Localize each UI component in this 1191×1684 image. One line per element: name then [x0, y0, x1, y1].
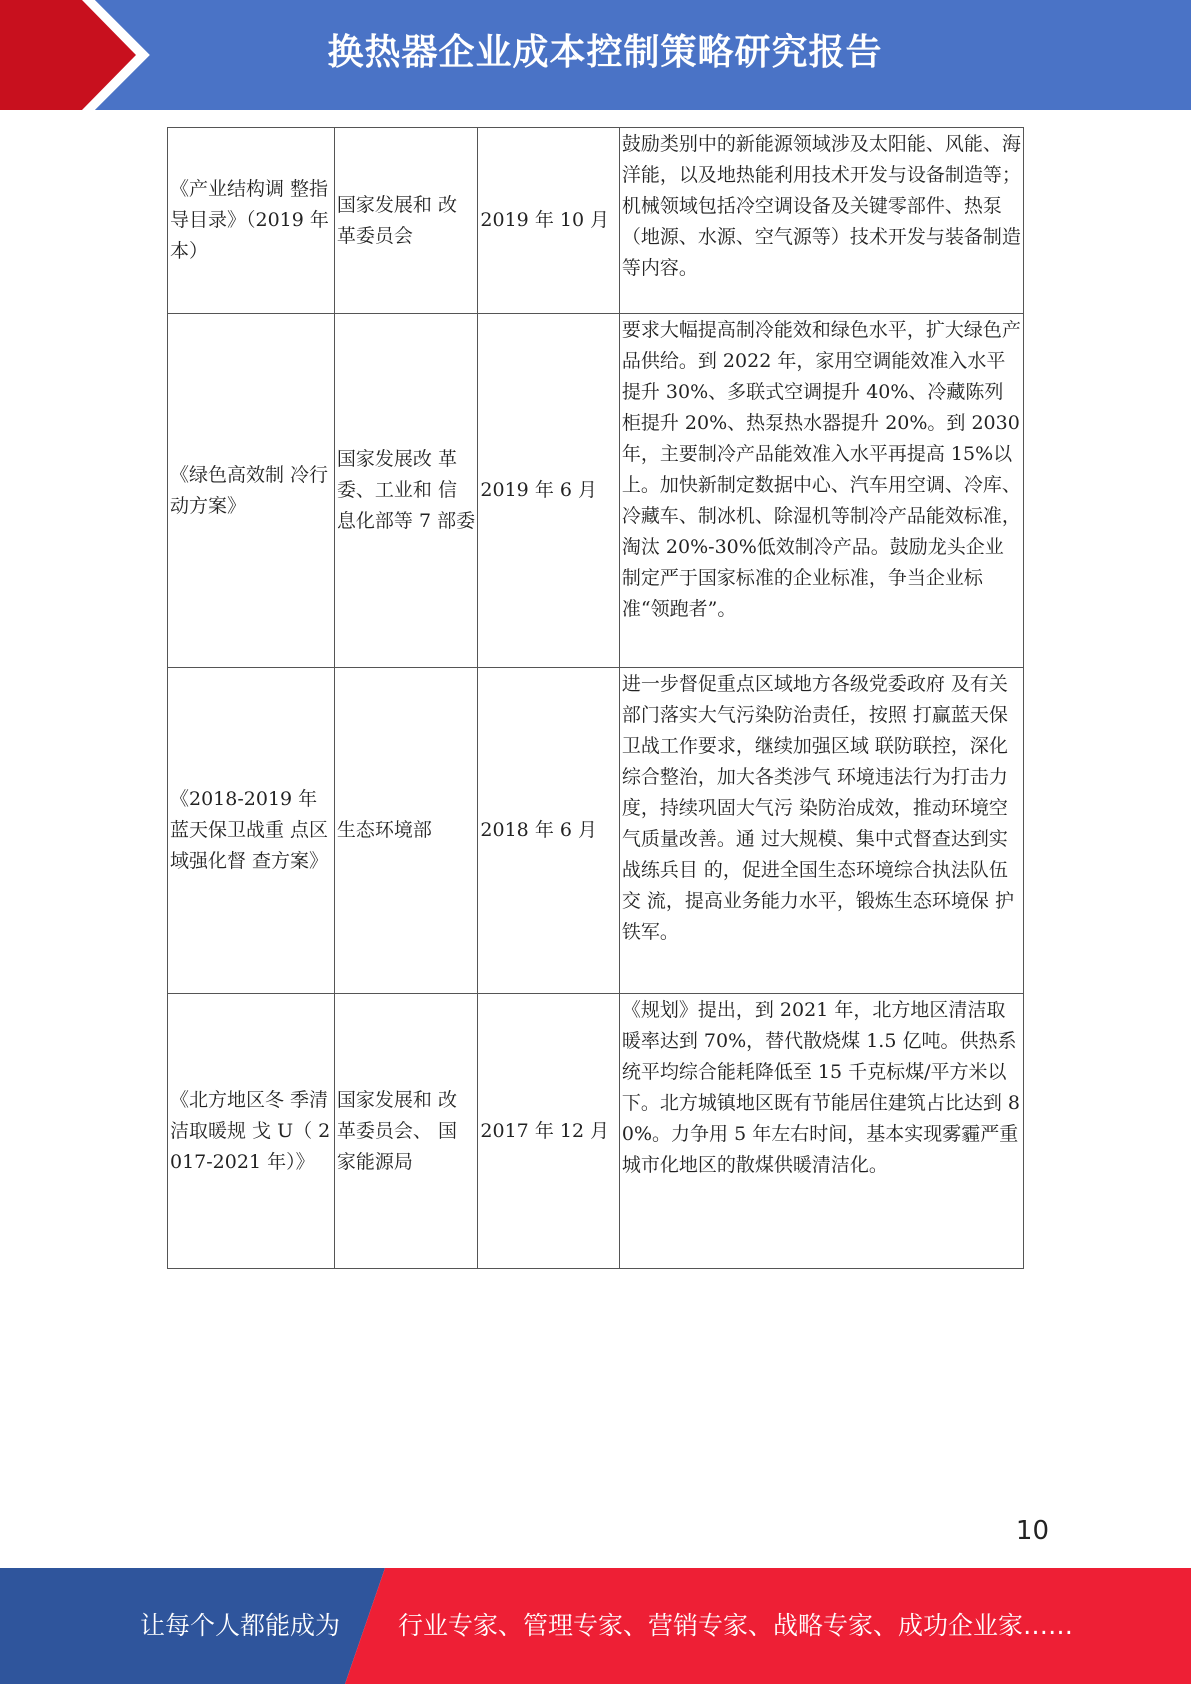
issuer-cell: 国家发展和 改革委员会 — [334, 128, 478, 314]
report-title: 换热器企业成本控制策略研究报告 — [327, 32, 883, 73]
footer-slogan-right: 行业专家、管理专家、营销专家、战略专家、成功企业家…… — [398, 1611, 1074, 1640]
issuer-cell: 生态环境部 — [334, 668, 478, 994]
policy-name-cell: 《2018-2019 年蓝天保卫战重 点区域强化督 查方案》 — [168, 668, 335, 994]
policy-name-cell: 《绿色高效制 冷行动方案》 — [168, 314, 335, 668]
policy-table — [167, 127, 1024, 1269]
date-cell: 2019 年 6 月 — [478, 314, 619, 668]
content-cell: 《规划》提出，到 2021 年，北方地区清洁取暖率达到 70%，替代散烧煤 1.5 亿吨。供热系统平均综合能耗降低至 15 千克标煤/平方米以下。北方城镇地区既有节能居住建筑占比达到 80%。力争用 5 年左右时间，基本实现雾霾严重城市化地区的散煤供暖清洁化。 — [619, 994, 1023, 1269]
table-row — [168, 314, 1024, 668]
issuer-cell: 国家发展和 改革委员会、 国家能源局 — [334, 994, 478, 1269]
policy-name-cell: 《产业结构调 整指导目录》（2019 年本） — [168, 128, 335, 314]
page-footer — [0, 1568, 1191, 1684]
date-cell: 2017 年 12 月 — [478, 994, 619, 1269]
date-cell: 2019 年 10 月 — [478, 128, 619, 314]
page-number: 10 — [1015, 1516, 1049, 1546]
footer-slogan-left: 让每个人都能成为 — [139, 1611, 340, 1640]
content-cell: 要求大幅提高制冷能效和绿色水平，扩大绿色产品供给。到 2022 年，家用空调能效准入水平提升 30%、多联式空调提升 40%、冷藏陈列柜提升 20%、热泵热水器提升 20%。到 2030 年，主要制冷产品能效准入水平再提高 15%以上。加快新制定数据中心、汽车用空调、冷库、冷藏车、制冰机、除湿机等制冷产品能效标准，淘汰 20%-30%低效制冷产品。鼓励龙头企业制定严于国家标准的企业标准，争当企业标准“领跑者”。 — [619, 314, 1023, 668]
page-header — [0, 0, 1191, 110]
content-cell: 鼓励类别中的新能源领域涉及太阳能、风能、海洋能，以及地热能利用技术开发与设备制造等；机械领域包括冷空调设备及关键零部件、热泵（地源、水源、空气源等）技术开发与装备制造等内容。 — [619, 128, 1023, 314]
date-cell: 2018 年 6 月 — [478, 668, 619, 994]
header-red-chevron — [0, 0, 150, 110]
table-row — [168, 128, 1024, 314]
issuer-cell: 国家发展改 革委、工业和 信息化部等 7 部委 — [334, 314, 478, 668]
policy-name-cell: 《北方地区冬 季清洁取暖规 戈 U（ 2017-2021 年）》 — [168, 994, 335, 1269]
content-cell: 进一步督促重点区域地方各级党委政府 及有关部门落实大气污染防治责任，按照 打赢蓝天保卫战工作要求，继续加强区域 联防联控，深化综合整治，加大各类涉气 环境违法行为打击力度，持续巩固大气污 染防治成效，推动环境空气质量改善。通 过大规模、集中式督查达到实战练兵目 的，促进全国生态环境综合执法队伍交 流，提高业务能力水平，锻炼生态环境保 护铁军。 — [619, 668, 1023, 994]
table-row — [168, 668, 1024, 994]
table-row — [168, 994, 1024, 1269]
